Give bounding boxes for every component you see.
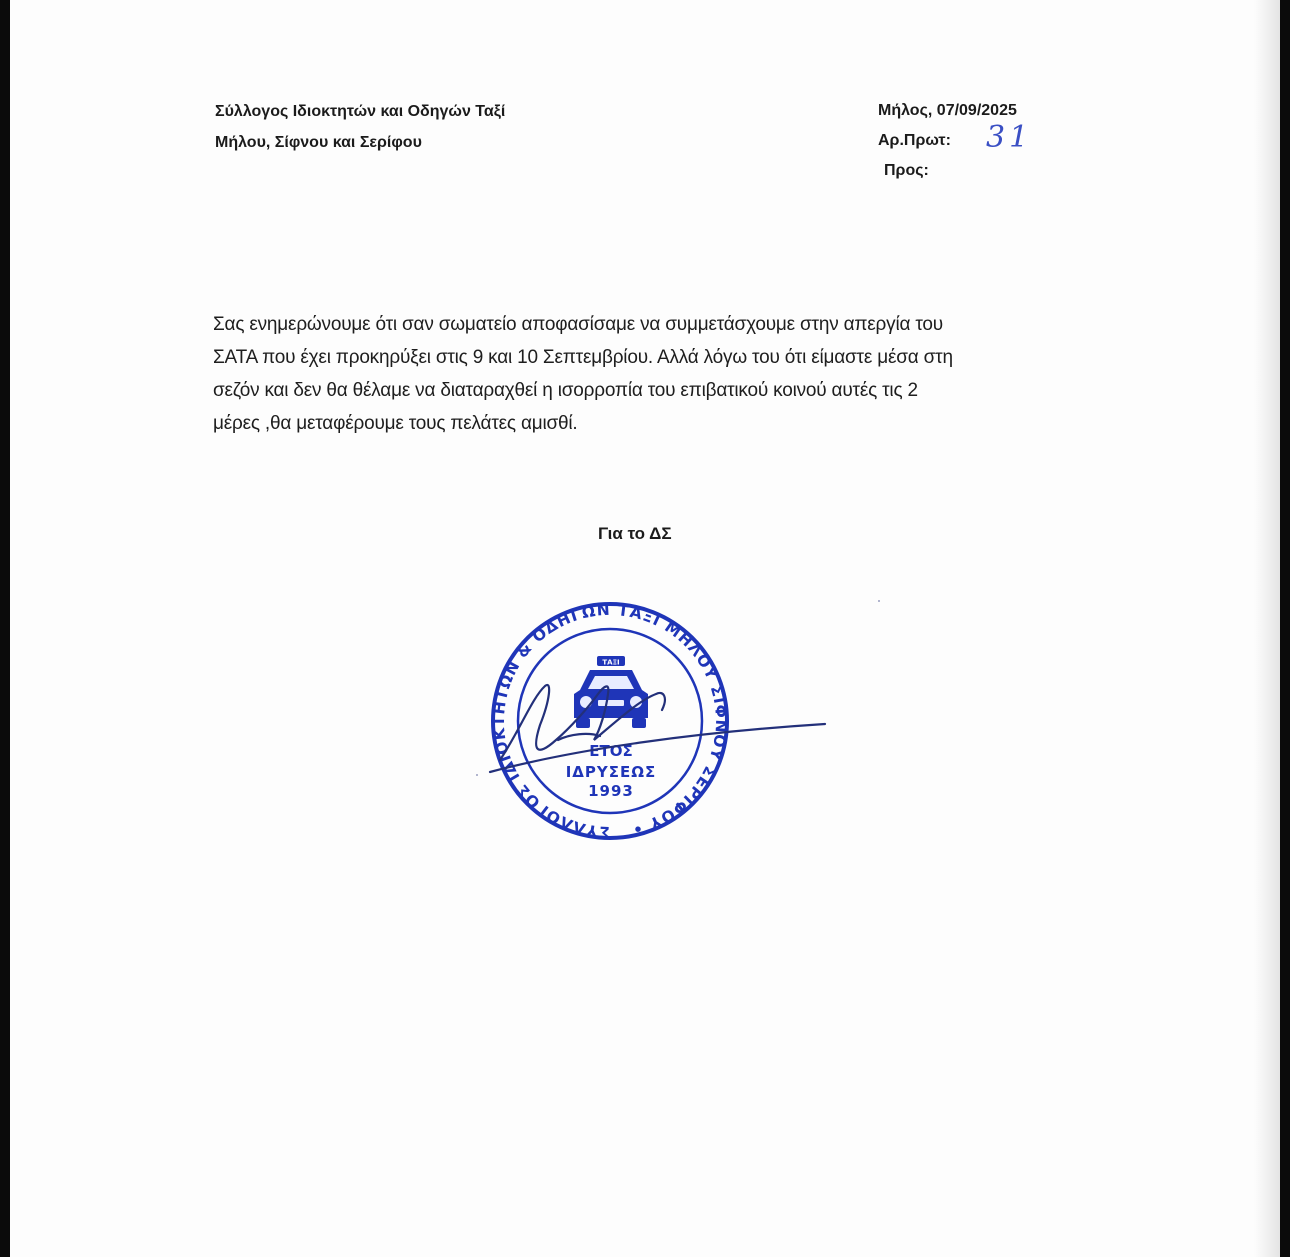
body-line-2: ΣΑΤΑ που έχει προκηρύξει στις 9 και 10 Σεπτεμβρίου. Αλλά λόγω του ότι είμαστε μέσα στη [213, 347, 953, 368]
seal-ring-text: ΣΥΛΛΟΓΟΣ ΙΔΙΟΚΤΗΤΩΝ & ΟΔΗΓΩΝ ΤΑΞΙ ΜΗΛΟΥ ΣΙΦΝΟΥ ΣΕΡΙΦΟΥ • [489, 600, 731, 842]
body-line-1: Σας ενημερώνουμε ότι σαν σωματείο αποφασίσαμε να συμμετάσχουμε στην απεργία του [213, 314, 943, 335]
place-date: Μήλος, 07/09/2025 [878, 102, 1017, 119]
scan-speck [878, 600, 880, 602]
taxi-icon [574, 656, 648, 728]
sender-line-2: Μήλου, Σίφνου και Σερίφου [215, 134, 422, 151]
seal-line-1: ΕΤΟΣ [589, 742, 633, 760]
seal-icon [470, 590, 850, 860]
signature-stroke [490, 685, 825, 772]
letter-body [213, 308, 1073, 440]
taxi-sign-text: ΤΑΞΙ [602, 658, 620, 667]
recipient-label: Προς: [884, 162, 929, 179]
document-page [10, 0, 1280, 1257]
sender-block [215, 96, 505, 158]
meta-block [878, 96, 1033, 186]
protocol-number-handwritten: 31 [986, 120, 1033, 155]
protocol-label: Αρ.Πρωτ: [878, 132, 951, 149]
seal-and-signature [470, 590, 850, 860]
sender-line-1: Σύλλογος Ιδιοκτητών και Οδηγών Ταξί [215, 103, 506, 120]
body-line-4: μέρες ,θα μεταφέρουμε τους πελάτες αμισθί. [213, 413, 578, 434]
seal-line-2: ΙΔΡΥΣΕΩΣ [565, 763, 657, 781]
scan-speck [476, 774, 478, 776]
signoff: Για το ΔΣ [598, 524, 672, 543]
body-line-3: σεζόν και δεν θα θέλαμε να διαταραχθεί η ισορροπία του επιβατικού κοινού αυτές τις 2 [213, 380, 918, 401]
seal-year: 1993 [588, 782, 634, 800]
protocol-line [878, 120, 1033, 156]
page-edge-shadow [1254, 0, 1280, 1257]
